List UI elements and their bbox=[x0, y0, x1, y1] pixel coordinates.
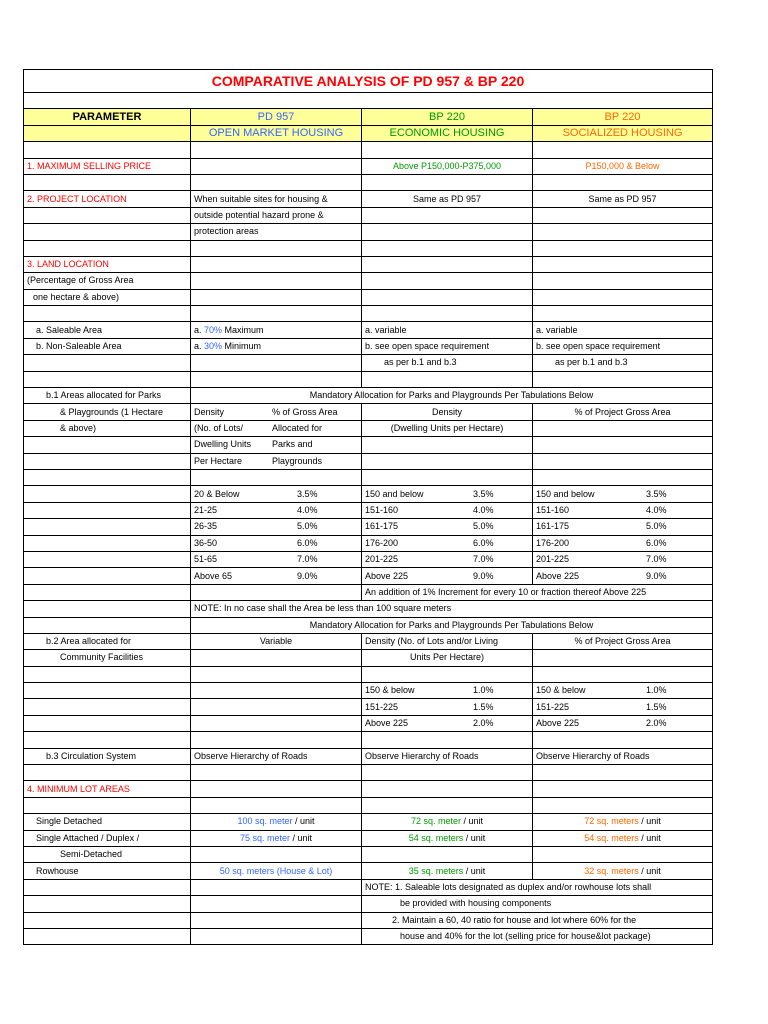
row-min-lot-areas bbox=[24, 781, 713, 797]
table-row: 21-25 4.0% 151-160 4.0% 151-160 4.0% bbox=[24, 502, 713, 518]
b2-mandatory: Mandatory Allocation for Parks and Playgrounds Per Tabulations Below bbox=[191, 617, 713, 633]
b2-label: b.2 Area allocated for bbox=[24, 633, 191, 649]
section-land-location: 3. LAND LOCATION bbox=[24, 256, 191, 272]
b2-label: Community Facilities bbox=[24, 650, 191, 666]
row-non-saleable bbox=[24, 338, 713, 354]
soc-as-per: as per b.1 and b.3 bbox=[533, 355, 713, 371]
row-single-attached: Single Attached / Duplex / 75 sq. meter / unit 54 sq. meters / unit 54 sq. meters / unit bbox=[24, 830, 713, 846]
b1-addition-note: An addition of 1% Increment for every 10 or fraction thereof Above 225 bbox=[362, 584, 713, 600]
row-b3 bbox=[24, 748, 713, 764]
title-row bbox=[24, 70, 713, 93]
pd-location-line: protection areas bbox=[191, 224, 362, 240]
section-project-location: 2. PROJECT LOCATION bbox=[24, 191, 191, 207]
header-pd957-sub: OPEN MARKET HOUSING bbox=[191, 125, 362, 141]
econ-location: Same as PD 957 bbox=[362, 191, 533, 207]
lot-note: house and 40% for the lot (selling price for house&lot package) bbox=[362, 928, 713, 944]
header-bp220-econ-sub: ECONOMIC HOUSING bbox=[362, 125, 533, 141]
econ-b3: Observe Hierarchy of Roads bbox=[362, 748, 533, 764]
b3-label: b.3 Circulation System bbox=[24, 748, 191, 764]
section-min-lot-areas: 4. MINIMUM LOT AREAS bbox=[24, 781, 191, 797]
row-b1-header bbox=[24, 388, 713, 404]
pd-location-line: outside potential hazard prone & bbox=[191, 207, 362, 223]
lot-note: NOTE: 1. Saleable lots designated as duplex and/or rowhouse lots shall bbox=[362, 879, 713, 895]
b1-label: & Playgrounds (1 Hectare bbox=[24, 404, 191, 420]
table-row: 150 & below 1.0% 150 & below 1.0% bbox=[24, 683, 713, 699]
page-title: COMPARATIVE ANALYSIS OF PD 957 & BP 220 bbox=[24, 70, 713, 93]
table-row: 51-65 7.0% 201-225 7.0% 201-225 7.0% bbox=[24, 551, 713, 567]
row-project-location bbox=[24, 191, 713, 207]
pd-b3: Observe Hierarchy of Roads bbox=[191, 748, 362, 764]
econ-non-saleable: b. see open space requirement bbox=[362, 338, 533, 354]
econ-saleable: a. variable bbox=[362, 322, 533, 338]
b1-note: NOTE: In no case shall the Area be less than 100 square meters bbox=[191, 601, 713, 617]
pd-saleable: a. 70% Maximum bbox=[191, 322, 362, 338]
land-location-sub: (Percentage of Gross Area bbox=[24, 273, 191, 289]
row-land-location bbox=[24, 256, 713, 272]
non-saleable-label: b. Non-Saleable Area bbox=[24, 338, 191, 354]
header-bp220-soc-sub: SOCIALIZED HOUSING bbox=[533, 125, 713, 141]
header-bp220-econ: BP 220 bbox=[362, 109, 533, 125]
row-rowhouse: Rowhouse 50 sq. meters (House & Lot) 35 sq. meters / unit 32 sq. meters / unit bbox=[24, 863, 713, 879]
soc-saleable: a. variable bbox=[533, 322, 713, 338]
header-row bbox=[24, 109, 713, 125]
soc-non-saleable: b. see open space requirement bbox=[533, 338, 713, 354]
econ-as-per: as per b.1 and b.3 bbox=[362, 355, 533, 371]
table-row: 36-50 6.0% 176-200 6.0% 176-200 6.0% bbox=[24, 535, 713, 551]
pd-b2: Variable bbox=[191, 633, 362, 649]
row-max-selling-price bbox=[24, 158, 713, 174]
saleable-label: a. Saleable Area bbox=[24, 322, 191, 338]
soc-selling-price: P150,000 & Below bbox=[533, 158, 713, 174]
section-max-selling-price: 1. MAXIMUM SELLING PRICE bbox=[24, 158, 191, 174]
table-row: Above 65 9.0% Above 225 9.0% Above 225 9.0% bbox=[24, 568, 713, 584]
econ-selling-price: Above P150,000-P375,000 bbox=[362, 158, 533, 174]
subheader-row bbox=[24, 125, 713, 141]
table-row: 26-35 5.0% 161-175 5.0% 161-175 5.0% bbox=[24, 519, 713, 535]
pd-non-saleable: a. 30% Minimum bbox=[191, 338, 362, 354]
row-b2: b.2 Area allocated for Variable Density (No. of Lots and/or Living % of Project Gross Area bbox=[24, 633, 713, 649]
b1-mandatory: Mandatory Allocation for Parks and Playgrounds Per Tabulations Below bbox=[191, 388, 713, 404]
lot-note: be provided with housing components bbox=[362, 896, 713, 912]
header-parameter: PARAMETER bbox=[24, 109, 191, 125]
row-single-detached: Single Detached 100 sq. meter / unit 72 sq. meter / unit 72 sq. meters / unit bbox=[24, 814, 713, 830]
lot-note: 2. Maintain a 60, 40 ratio for house and lot where 60% for the bbox=[362, 912, 713, 928]
table-row: 20 & Below 3.5% 150 and below 3.5% 150 and below 3.5% bbox=[24, 486, 713, 502]
land-location-sub: one hectare & above) bbox=[24, 289, 191, 305]
header-bp220-soc: BP 220 bbox=[533, 109, 713, 125]
pd-location-line: When suitable sites for housing & bbox=[191, 191, 362, 207]
spacer-row bbox=[24, 93, 713, 109]
table-row: 151-225 1.5% 151-225 1.5% bbox=[24, 699, 713, 715]
table-row: Above 225 2.0% Above 225 2.0% bbox=[24, 715, 713, 731]
row-saleable bbox=[24, 322, 713, 338]
b1-label: & above) bbox=[24, 420, 191, 436]
soc-b3: Observe Hierarchy of Roads bbox=[533, 748, 713, 764]
soc-location: Same as PD 957 bbox=[533, 191, 713, 207]
header-pd957: PD 957 bbox=[191, 109, 362, 125]
comparison-table: COMPARATIVE ANALYSIS OF PD 957 & BP 220 PARAMETER PD 957 BP 220 BP 220 OPEN MARKET HOUSING ECONOMIC HOUSING SOCIALIZED HOUSING 1. MAXIMUM SELLING PRICE Above P150,000-P375,000 P150,000 & Below 2. PROJECT LOCATION When suitable sites for housing & Same as PD 957 Same as PD 957 outside potential hazard prone & protection areas 3. LAND LOCATION (Percentage of Gross Area one hectare & above) a. Saleable Area a. 70% Maximum a. variable a. variable b. Non-Saleable Area a. 30% Minimum b. see open space requirement b. see open space requirement as per b.1 and b.3 as per b.1 and b.3 b.1 Areas allocated for Parks Mandatory Allocation for Parks and Playgrounds Per Tabulations Below & Playgrounds (1 Hectare Density % of Gross Area Density % of Project Gross Area & above) (No. of Lots/ Allocated for (Dwelling Units per Hectare) Dwelling Units Parks and Per Hectare Playgrounds 20 & Below 3.5% 150 and below 3.5% 150 and below 3.5% 21-25 4.0% 151-160 4.0% 151-160 4.0% 26-35 5.0% 161-175 5.0% 161-175 5.0% 36-50 6.0% 176-200 6.0% 176-200 6.0% 51-65 7.0% 201-225 7.0% 201-225 7.0% Above 65 9.0% Above 225 9.0% Above 225 9.0% An addition of 1% Increment for every 10 or fraction thereof Above 225 NOTE: In no case shall the Area be less than 100 square meters Mandatory Allocation for Parks and Playgrounds Per Tabulations Below b.2 Area allocated for Variable Density (No. of Lots and/or Living % of Project Gross Area Community Facilities Units Per Hectare) 150 & below 1.0% 150 & below 1.0% 151-225 1.5% 151-225 1.5% Above 225 2.0% Above 225 2.0% b.3 Circulation System Observe Hierarchy of Roads Observe Hierarchy of Roads Observe Hierarchy of Roads 4. MINIMUM LOT AREAS Single Detached 100 sq. meter / unit 72 sq. meter / unit 72 sq. meters / unit Single Attached / Duplex / 75 sq. meter / unit 54 sq. meters / unit 54 sq. meters / unit Semi-Detached Rowhouse 50 sq. meters (House & Lot) 35 sq. meters / unit 32 sq. meters / unit NOTE: 1. Saleable lots designated as duplex and/or rowhouse lots shall be provided with housing components 2. Maintain a 60, 40 ratio for house and lot where 60% for the house and 40% for the lot (selling price for house&lot package) bbox=[23, 69, 713, 945]
b1-label: b.1 Areas allocated for Parks bbox=[24, 388, 191, 404]
